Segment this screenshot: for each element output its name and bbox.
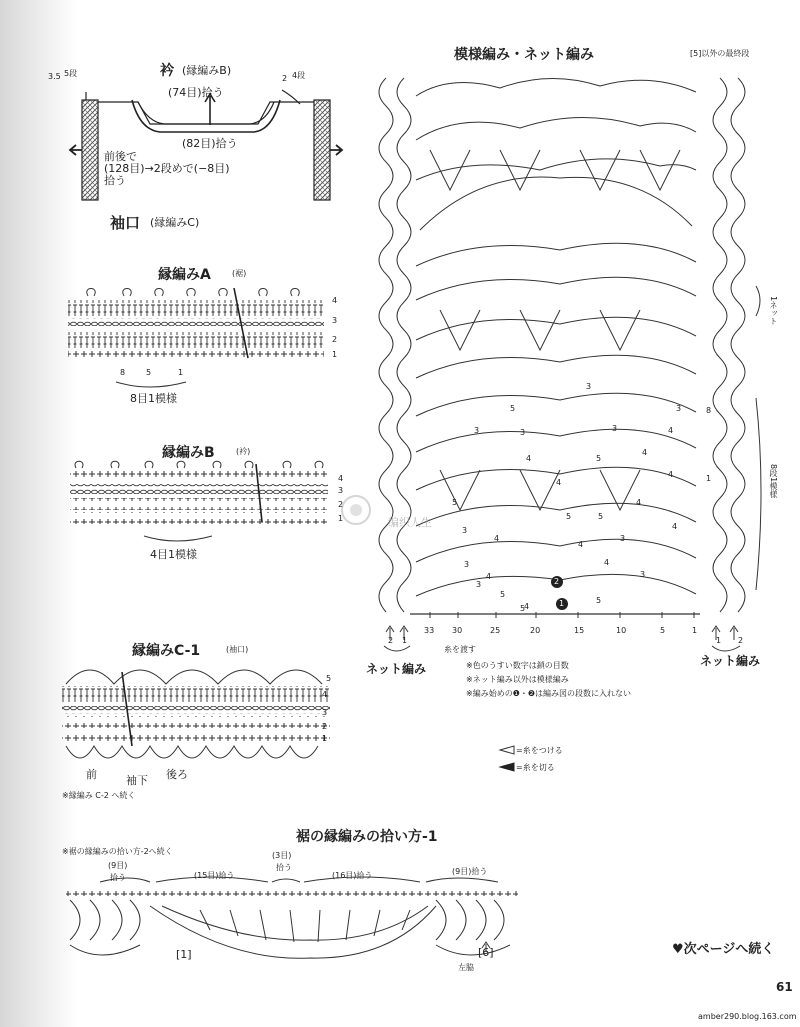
main-pattern-chart xyxy=(379,78,761,651)
collar-right-band xyxy=(314,100,330,200)
edge-c-bottom-scallops xyxy=(66,746,318,758)
hem-brackets xyxy=(100,877,498,882)
edge-c-sub: (袖口) xyxy=(226,645,249,654)
footer-url: amber290.blog.163.com xyxy=(698,1012,797,1021)
edge-a-tick-5: 5 xyxy=(146,368,152,377)
edge-c-row-label-5: 5 xyxy=(326,674,332,683)
cell-number: 4 xyxy=(668,470,674,479)
cell-number: 5 xyxy=(520,604,526,613)
bottom-tick-1: 1 xyxy=(692,626,698,635)
cell-number: 4 xyxy=(556,478,562,487)
next-page-link[interactable]: ♥次ページへ続く xyxy=(672,942,775,957)
fan-row-g xyxy=(416,393,696,416)
cell-number: 3 xyxy=(620,534,626,543)
edge-b-row-3 xyxy=(70,484,328,494)
pickup-three2: 拾う xyxy=(276,863,292,872)
cell-number: 3 xyxy=(676,404,682,413)
cell-number: 5 xyxy=(510,404,516,413)
edge-c-title: 縁編みC-1 xyxy=(132,643,201,659)
cell-number: 5 xyxy=(596,596,602,605)
edge-c-under: 袖下 xyxy=(126,774,148,787)
edge-c-row-4 xyxy=(62,686,330,702)
collar-right-arrow xyxy=(330,145,342,155)
cell-number: 3 xyxy=(586,382,592,391)
cell-number: 3 xyxy=(464,560,470,569)
hem-fan-lines xyxy=(200,910,410,942)
cell-number: 3 xyxy=(476,580,482,589)
edge-a-row-label-3: 3 xyxy=(332,316,338,325)
pickup-nine-a: (9目) xyxy=(108,861,128,870)
hem-inner-arch xyxy=(162,906,428,940)
edge-b-row-label-3: 3 xyxy=(338,486,344,495)
net-right-column xyxy=(713,78,727,612)
pickup-three: (3目) xyxy=(272,851,292,860)
page-number: 61 xyxy=(776,980,793,994)
collar-rows-right: 2 xyxy=(282,74,288,83)
pickup-left-side: 左脇 xyxy=(458,963,474,972)
fan-row-big-arch xyxy=(420,177,692,230)
edge-a-tick-8: 8 xyxy=(120,368,126,377)
cell-number: 4 xyxy=(524,602,530,611)
edge-b-picots xyxy=(75,461,323,468)
watermark-text: 编织人生 xyxy=(388,516,432,529)
collar-label-74: (74目)拾う xyxy=(168,86,224,99)
foundation-ticks xyxy=(430,612,694,618)
collar-label-82: (82目)拾う xyxy=(182,137,238,150)
note-2: ※ネット編み以外は模様編み xyxy=(466,675,569,684)
edge-a-title: 縁編みA xyxy=(158,267,211,283)
cut-yarn-symbol xyxy=(500,763,514,771)
legend-symbols xyxy=(500,746,514,771)
collar-curve-inner xyxy=(138,102,274,124)
cell-number: 5 xyxy=(566,512,572,521)
note-1: ※色のうすい数字は鎖の目数 xyxy=(466,661,569,670)
right-tick-1: 1 xyxy=(716,636,722,645)
edge-b-row-label-1: 1 xyxy=(338,514,344,523)
legend-cut: =糸を切る xyxy=(516,763,555,772)
pickup-title: 裾の縁編みの拾い方-1 xyxy=(296,829,438,845)
attach-yarn-symbol xyxy=(500,746,514,754)
bottom-tick-30: 30 xyxy=(452,626,463,635)
edge-a-picots xyxy=(87,289,299,297)
edge-c-row-label-1: 1 xyxy=(322,734,328,743)
pickup-sixteen: (16目)拾う xyxy=(332,871,373,880)
cell-number: 3 xyxy=(640,570,646,579)
edge-c-row-label-4: 4 xyxy=(322,690,328,699)
bottom-tick-10: 10 xyxy=(616,626,627,635)
bottom-tick-33: 33 xyxy=(424,626,435,635)
hem-stitch-row xyxy=(66,886,518,896)
edge-b-row-2 xyxy=(70,498,328,510)
edge-b-row-4 xyxy=(70,470,328,482)
cell-number: 4 xyxy=(578,540,584,549)
cell-number: 4 xyxy=(486,572,492,581)
watermark-logo xyxy=(342,496,370,524)
eight-row-bracket xyxy=(756,398,761,590)
cell-number: 4 xyxy=(494,534,500,543)
cell-number: 3 xyxy=(612,424,618,433)
fan-row-a xyxy=(416,117,696,140)
net-left-column-2 xyxy=(397,78,411,612)
legend-attach: =糸をつける xyxy=(516,746,563,755)
pickup-nine-a2: 拾う xyxy=(110,873,126,882)
bottom-tick-20: 20 xyxy=(530,626,541,635)
cell-number: 4 xyxy=(672,522,678,531)
pickup-note: ※裾の縁編みの拾い方-2へ続く xyxy=(62,847,173,856)
collar-rows-left: 3.5 xyxy=(48,72,61,81)
fan-row-f xyxy=(416,355,696,378)
right-tick-2: 2 xyxy=(738,636,744,645)
main-last-row: [5]以外の最終段 xyxy=(690,49,750,58)
main-eight-rows: 8段1模様 xyxy=(769,464,778,499)
edge-a-chart xyxy=(68,288,324,387)
start-mark-2: 2 xyxy=(554,577,560,586)
collar-left-arrow xyxy=(70,145,82,155)
edge-c-row-5-arches xyxy=(66,670,322,684)
collar-front-back-3: 拾う xyxy=(104,174,126,187)
cell-number: 4 xyxy=(526,454,532,463)
cell-number: 5 xyxy=(596,454,602,463)
edge-b-repeat: 4目1模様 xyxy=(150,548,197,561)
cell-number: 5 xyxy=(500,590,506,599)
edge-a-repeat: 8目1模様 xyxy=(130,392,177,405)
pickup-nine-b: (9目)拾う xyxy=(452,867,488,876)
edge-a-row-4 xyxy=(68,300,324,316)
note-3: ※編み始めの❶・❷は編み図の段数に入れない xyxy=(466,689,632,698)
collar-left-band xyxy=(82,100,98,200)
collar-front-back-2: (128目)→2段めで(−8目) xyxy=(104,162,230,175)
edge-b-repeat-bracket xyxy=(144,536,212,541)
edge-a-tick-1: 1 xyxy=(178,368,184,377)
hem-right-motif xyxy=(436,900,510,955)
main-row-1: 1 xyxy=(706,474,712,483)
net-right-column-2 xyxy=(731,78,745,612)
edge-c-continue: ※縁編み C-2 へ続く xyxy=(62,791,136,800)
main-title: 模様編み・ネット編み xyxy=(454,47,594,63)
cell-number: 4 xyxy=(604,558,610,567)
left-tick-1: 1 xyxy=(402,636,408,645)
pickup-bracket-1: [1] xyxy=(176,948,192,961)
edge-c-row-1 xyxy=(62,730,330,742)
pickup-fifteen: (15目)拾う xyxy=(194,871,235,880)
edge-b-row-1 xyxy=(70,512,328,524)
edge-c-back: 後ろ xyxy=(166,768,188,781)
edge-c-chart xyxy=(62,670,330,758)
edge-b-title: 縁編みB xyxy=(162,445,215,461)
sleeve-title-sub: (縁編みC) xyxy=(150,216,200,229)
hem-pickup-chart xyxy=(66,877,518,958)
net-right-label: ネット編み xyxy=(700,654,761,668)
collar-shoulder-line xyxy=(98,102,314,124)
edge-a-row-1 xyxy=(68,348,324,360)
edge-c-row-label-3: 3 xyxy=(322,708,328,717)
yarn-pass-label: 糸を渡す xyxy=(444,645,476,654)
main-row-8: 8 xyxy=(706,406,712,415)
cell-number: 3 xyxy=(520,428,526,437)
left-tick-2: 2 xyxy=(388,636,394,645)
edge-c-row-3 xyxy=(62,706,330,714)
start-mark-1: 1 xyxy=(559,599,565,608)
edge-c-row-2 xyxy=(62,716,330,728)
pickup-bracket-6: [6] xyxy=(478,946,494,959)
fan-row-d xyxy=(416,277,696,300)
edge-a-row-2 xyxy=(68,332,324,348)
fan-row-b xyxy=(416,159,696,180)
fan-row-c xyxy=(416,243,696,266)
edge-b-chart xyxy=(70,461,328,541)
sleeve-title: 袖口 xyxy=(110,214,141,232)
collar-curve-outer xyxy=(132,100,280,132)
edge-a-repeat-bracket xyxy=(116,382,186,387)
fan-row-e xyxy=(416,317,696,340)
cell-number: 4 xyxy=(642,448,648,457)
bottom-tick-5: 5 xyxy=(660,626,666,635)
cell-number: 5 xyxy=(598,512,604,521)
cell-number: 3 xyxy=(474,426,480,435)
edge-a-row-label-1: 1 xyxy=(332,350,338,359)
one-net-bracket xyxy=(756,286,760,316)
net-left-column xyxy=(379,78,393,612)
edge-b-sub: (衿) xyxy=(236,447,251,456)
collar-title: 衿 xyxy=(160,63,174,79)
net-left-bracket xyxy=(384,646,410,651)
bottom-tick-25: 25 xyxy=(490,626,501,635)
edge-b-row-label-2: 2 xyxy=(338,500,344,509)
edge-c-row-label-2: 2 xyxy=(322,722,328,731)
fan-row-k xyxy=(416,539,696,562)
bottom-tick-15: 15 xyxy=(574,626,585,635)
edge-a-row-label-4: 4 xyxy=(332,296,338,305)
collar-rows-left-frac: 5段 xyxy=(64,69,78,78)
cell-number: 3 xyxy=(462,526,468,535)
net-left-label: ネット編み xyxy=(366,662,427,676)
main-one-net: 1ネット xyxy=(769,296,778,326)
cell-number: 5 xyxy=(452,498,458,507)
edge-a-row-3 xyxy=(68,318,324,326)
fan-row-top xyxy=(416,78,696,96)
edge-c-front: 前 xyxy=(86,768,97,781)
edge-a-row-label-2: 2 xyxy=(332,335,338,344)
fan-row-h xyxy=(416,429,696,452)
net-right-bracket xyxy=(712,646,740,651)
collar-rows-right-frac: 4段 xyxy=(292,71,306,80)
hem-left-motif xyxy=(70,900,140,955)
edge-a-sub: (裾) xyxy=(232,269,247,278)
edge-b-row-label-4: 4 xyxy=(338,474,344,483)
cell-number: 4 xyxy=(636,498,642,507)
cell-number: 4 xyxy=(668,426,674,435)
collar-title-sub: (縁編みB) xyxy=(182,64,232,77)
collar-front-back-1: 前後で xyxy=(104,150,137,163)
